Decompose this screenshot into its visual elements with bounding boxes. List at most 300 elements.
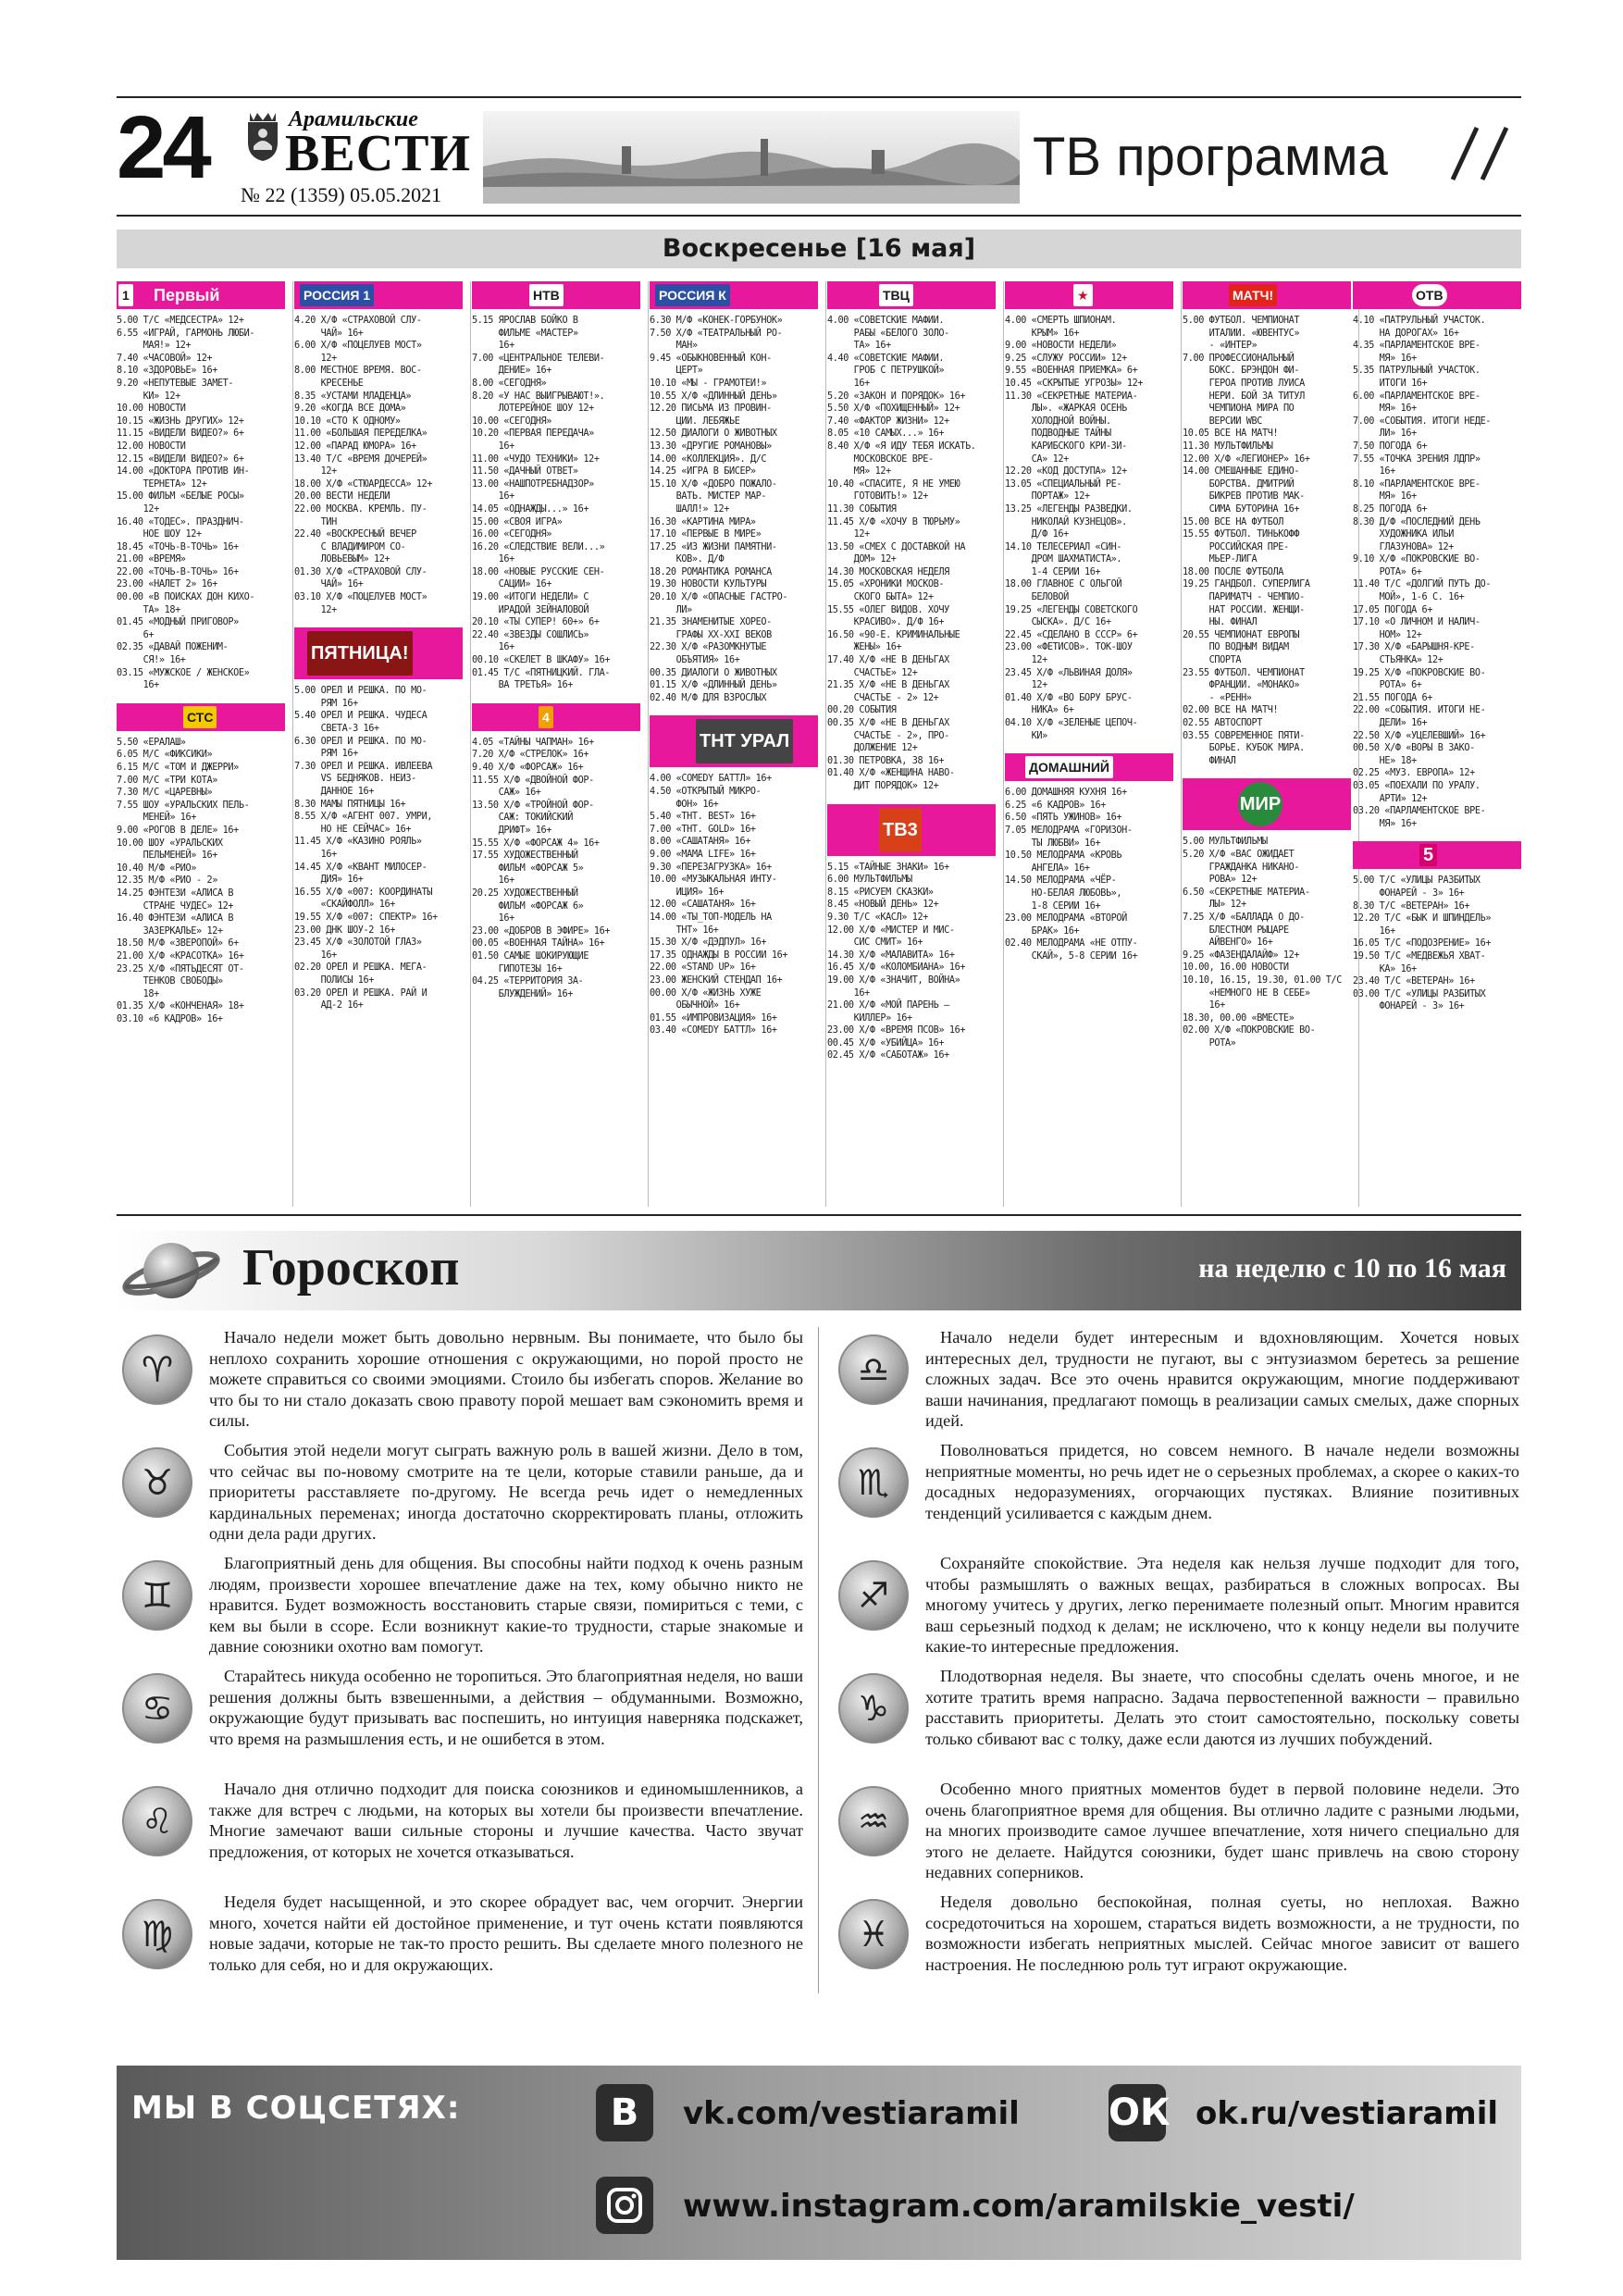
program-entry: 18.00 ПОСЛЕ ФУТБОЛА xyxy=(1183,566,1283,577)
program-entry: 13.00 «НАШПОТРЕБНАДЗОР» 16+ xyxy=(472,478,594,503)
program-entry: 5.20 «ЗАКОН И ПОРЯДОК» 16+ xyxy=(827,391,966,402)
horoscope-sign xyxy=(117,1440,805,1560)
program-entry: 14.25 ФЭНТЕЗИ «АЛИСА В СТРАНЕ ЧУДЕС» 12+ xyxy=(117,887,234,912)
program-list xyxy=(1353,315,1521,830)
program-entry: 01.45 «МОДНЫЙ ПРИГОВОР» 6+ xyxy=(117,617,239,640)
program-entry: 7.00 «СОБЫТИЯ. ИТОГИ НЕДЕ- ЛИ» 16+ xyxy=(1353,416,1492,440)
program-entry: 00.00 «В ПОИСКАХ ДОН КИХО- ТА» 18+ xyxy=(117,592,255,615)
column-divider xyxy=(470,281,471,1207)
channel-logo xyxy=(294,281,463,309)
channel-name: ТНТ УРАЛ xyxy=(696,719,793,763)
gemini-icon: ♊ xyxy=(122,1560,192,1631)
vk-icon[interactable]: B xyxy=(596,2084,653,2141)
channel-logo-mark: СТС xyxy=(183,706,217,728)
program-entry: 5.50 «ЕРАЛАШ» xyxy=(117,737,186,748)
program-entry: 14.00 СМЕШАННЫЕ ЕДИНО- БОРСТВА. ДМИТРИЙ БИКРЕВ ПРОТИВ МАК- СИМА БУТОРИНА 16+ xyxy=(1183,466,1305,515)
taurus-icon: ♉ xyxy=(122,1447,192,1518)
program-entry: 6.00 МУЛЬТФИЛЬМЫ xyxy=(827,875,912,886)
channel-logo xyxy=(650,715,818,767)
program-entry: 23.00 ЖЕНСКИЙ СТЕНДАП 16+ xyxy=(650,974,783,986)
program-entry: 4.50 «ОТКРЫТЫЙ МИКРО- ФОН» 16+ xyxy=(650,787,762,810)
program-entry: 22.45 «СДЕЛАНО В СССР» 6+ xyxy=(1005,629,1138,640)
program-entry: 20.10 «ТЫ СУПЕР! 60+» 6+ xyxy=(472,617,600,628)
channel-name: ТВ3 xyxy=(879,808,922,852)
channel-rossiyak xyxy=(650,281,818,704)
program-entry: 17.35 ОДНАЖДЫ В РОССИИ 16+ xyxy=(650,949,788,961)
channel-name: РОССИЯ 1 xyxy=(300,284,374,306)
column-divider xyxy=(1003,281,1004,1207)
channel-tnt4 xyxy=(472,703,640,1000)
section-title: ТВ программа xyxy=(1033,127,1388,187)
program-entry: 11.00 «БОЛЬШАЯ ПЕРЕДЕЛКА» xyxy=(294,428,427,440)
program-entry: 16.45 Х/Ф «КОЛОМБИАНА» 16+ xyxy=(827,962,966,974)
program-entry: 03.20 «ПАРЛАМЕНТСКОЕ ВРЕ- МЯ» 16+ xyxy=(1353,806,1486,829)
program-entry: 14.25 «ИГРА В БИСЕР» xyxy=(650,466,756,478)
program-entry: 18.30, 00.00 «ВМЕСТЕ» xyxy=(1183,1012,1295,1024)
horoscope-sign xyxy=(833,1553,1521,1673)
newspaper-name-line1: Арамильские xyxy=(289,107,418,131)
program-entry: 14.00 «КОЛЛЕКЦИЯ». Д/С xyxy=(650,453,767,465)
program-list xyxy=(294,685,463,1011)
horoscope-sign xyxy=(833,1892,1521,2012)
program-entry: 7.55 «ТОЧКА ЗРЕНИЯ ЛДПР» 16+ xyxy=(1353,453,1481,478)
program-entry: 5.00 Т/С «УЛИЦЫ РАЗБИТЫХ ФОНАРЕЙ - 3» 16+ xyxy=(1353,875,1481,899)
program-entry: 5.00 ФУТБОЛ. ЧЕМПИОНАТ ИТАЛИИ. «ЮВЕНТУС» - «ИНТЕР» xyxy=(1183,316,1300,352)
tv-schedule-grid xyxy=(117,281,1521,1207)
program-entry: 12.00 «ПАРАД ЮМОРА» 16+ xyxy=(294,441,416,452)
schedule-column-7 xyxy=(1183,281,1351,1207)
horoscope-sign xyxy=(117,1327,805,1447)
libra-icon: ♎ xyxy=(838,1334,909,1405)
channel-logo xyxy=(472,281,640,309)
program-entry: 01.35 Х/Ф «КОНЧЕНАЯ» 18+ xyxy=(117,1001,244,1012)
program-list xyxy=(472,315,640,692)
program-entry: 9.00 «MAMA LIFE» 16+ xyxy=(650,849,756,860)
program-entry: 10.45 «СКРЫТЫЕ УГРОЗЫ» 12+ xyxy=(1005,378,1144,389)
program-entry: 01.45 Т/С «ПЯТНИЦКИЙ. ГЛА- ВА ТРЕТЬЯ» 16+ xyxy=(472,667,611,691)
program-entry: 7.55 ШОУ «УРАЛЬСКИХ ПЕЛЬ- МЕНЕЙ» 16+ xyxy=(117,800,250,824)
schedule-column-1 xyxy=(117,281,285,1207)
program-entry: 14.30 МОСКОВСКАЯ НЕДЕЛЯ xyxy=(827,566,949,577)
program-entry: 18.00 Х/Ф «СТЮАРДЕССА» 12+ xyxy=(294,478,433,490)
channel-perviy xyxy=(117,281,285,692)
issue-info: № 22 (1359) 05.05.2021 xyxy=(241,183,442,206)
channel-rossiya1 xyxy=(294,281,463,616)
program-entry: 9.20 «НЕПУТЕВЫЕ ЗАМЕТ- КИ» 12+ xyxy=(117,378,234,402)
channel-logo xyxy=(117,703,285,731)
horoscope-text: События этой недели могут сыграть важную роль в вашей жизни. Дело в том, что сейчас вы по-новому смотрите на те цели, которые ставили раньше, да и приоритеты расставляете по-другому. Не всегда речь идет о немедленных кардинальных переменах; иногда достаточно скорректировать планы, отложить одни дела ради других. xyxy=(209,1441,803,1543)
horoscope-sign xyxy=(833,1327,1521,1447)
program-entry: 8.25 ПОГОДА 6+ xyxy=(1353,503,1428,515)
crest-icon xyxy=(244,109,281,163)
virgo-icon: ♍ xyxy=(122,1899,192,1969)
program-entry: 00.50 Х/Ф «ВОРЫ В ЗАКО- НЕ» 18+ xyxy=(1353,743,1475,766)
program-entry: 10.00 «СЕГОДНЯ» xyxy=(472,416,552,427)
program-entry: 8.30 МАМЫ ПЯТНИЦЫ 16+ xyxy=(294,799,406,810)
program-entry: 03.55 СОВРЕМЕННОЕ ПЯТИ- БОРЬЕ. КУБОК МИРА. ФИНАЛ xyxy=(1183,730,1305,766)
program-entry: 9.00 «РОГОВ В ДЕЛЕ» 16+ xyxy=(117,825,239,836)
program-entry: 18.00 ГЛАВНОЕ С ОЛЬГОЙ БЕЛОВОЙ xyxy=(1005,579,1122,603)
program-entry: 13.05 «СПЕЦИАЛЬНЫЙ РЕ- ПОРТАЖ» 12+ xyxy=(1005,478,1122,503)
pisces-icon: ♓ xyxy=(838,1899,909,1969)
program-entry: 00.05 «ВОЕННАЯ ТАЙНА» 16+ xyxy=(472,938,605,949)
program-entry: 21.55 ПОГОДА 6+ xyxy=(1353,692,1433,703)
program-entry: 15.55 «ОЛЕГ ВИДОВ. ХОЧУ КРАСИВО». Д/Ф 16+ xyxy=(827,604,949,628)
horoscope-sign xyxy=(833,1666,1521,1786)
program-entry: 12.50 ДИАЛОГИ О ЖИВОТНЫХ xyxy=(650,428,777,440)
program-entry: 10.55 Х/Ф «ДЛИННЫЙ ДЕНЬ» xyxy=(650,391,777,402)
program-entry: 7.30 ОРЕЛ И РЕШКА. ИВЛЕЕВА VS БЕДНЯКОВ. НЕИЗ- ДАННОЕ 16+ xyxy=(294,761,433,797)
program-entry: 9.25 «СЛУЖУ РОССИИ» 12+ xyxy=(1005,353,1127,364)
program-entry: 18.45 «ТОЧЬ-В-ТОЧЬ» 16+ xyxy=(117,541,239,552)
city-panorama-image xyxy=(483,111,1020,204)
channel-otv xyxy=(1353,281,1521,830)
program-entry: 5.50 Х/Ф «ПОХИЩЕННЫЙ» 12+ xyxy=(827,403,960,415)
newspaper-name-line2: ВЕСТИ xyxy=(285,125,472,182)
saturn-icon xyxy=(120,1233,222,1309)
channel-match xyxy=(1183,281,1351,767)
program-entry: 4.40 «СОВЕТСКИЕ МАФИИ. ГРОБ С ПЕТРУШКОЙ» 16+ xyxy=(827,353,945,389)
program-entry: 04.10 Х/Ф «ЗЕЛЕНЫЕ ЦЕПОЧ- КИ» xyxy=(1005,718,1138,741)
horoscope-text: Неделя довольно беспокойная, полная суеты, но неплохая. Важно сосредоточиться на хорошем, стараться видеть возможности, а не трудности, по возможности избегать неприятных мыслей. Сейчас многое зависит от вашего настроения. Не последнюю роль тут играют окружающие. xyxy=(925,1893,1519,1974)
program-entry: 15.55 ФУТБОЛ. ТИНЬКОФФ РОССИЙСКАЯ ПРЕ- МЬЕР-ЛИГА xyxy=(1183,529,1300,565)
program-entry: 13.30 «ДРУГИЕ РОМАНОВЫ» xyxy=(650,441,772,452)
program-entry: 16.50 «90-Е. КРИМИНАЛЬНЫЕ ЖЕНЫ» 16+ xyxy=(827,629,960,653)
section-divider xyxy=(117,1214,1521,1216)
program-entry: 11.40 Т/С «ДОЛГИЙ ПУТЬ ДО- МОЙ», 1-6 С. 16+ xyxy=(1353,579,1492,603)
program-entry: 8.00 «САШАТАНЯ» 16+ xyxy=(650,837,750,848)
program-entry: 23.00 ДНК ШОУ-2 16+ xyxy=(294,925,395,936)
program-list xyxy=(472,737,640,1000)
horoscope-sign xyxy=(117,1553,805,1673)
star-icon: ★ xyxy=(1073,284,1093,306)
program-entry: 10.10, 16.15, 19.30, 01.00 Т/С «НЕМНОГО НЕ В СЕБЕ» 16+ xyxy=(1183,974,1343,1011)
program-list xyxy=(1005,315,1173,742)
sagittarius-icon: ♐ xyxy=(838,1560,909,1631)
program-entry: 13.50 Х/Ф «ТРОЙНОЙ ФОР- САЖ: ТОКИЙСКИЙ ДРИФТ» 16+ xyxy=(472,800,594,836)
program-entry: 02.40 МЕЛОДРАМА «НЕ ОТПУ- СКАЙ», 5-8 СЕРИИ 16+ xyxy=(1005,938,1138,962)
program-entry: 9.10 Х/Ф «ПОКРОВСКИЕ ВО- РОТА» 6+ xyxy=(1353,554,1481,577)
channel-logo xyxy=(1183,778,1351,830)
program-entry: 19.25 «ЛЕГЕНДЫ СОВЕТСКОГО СЫСКА». Д/С 16+ xyxy=(1005,604,1138,628)
program-entry: 10.00 ШОУ «УРАЛЬСКИХ ПЕЛЬМЕНЕЙ» 16+ xyxy=(117,838,223,862)
program-entry: 16.30 «КАРТИНА МИРА» xyxy=(650,516,756,527)
program-entry: 4.00 «COMEDY БАТТЛ» 16+ xyxy=(650,774,772,785)
program-entry: 9.00 «НОВОСТИ НЕДЕЛИ» xyxy=(1005,341,1117,352)
program-entry: 23.00 МЕЛОДРАМА «ВТОРОЙ БРАК» 16+ xyxy=(1005,913,1127,937)
program-entry: 10.20 «ПЕРВАЯ ПЕРЕДАЧА» 16+ xyxy=(472,428,594,452)
program-entry: 4.20 Х/Ф «СТРАХОВОЙ СЛУ- ЧАЙ» 16+ xyxy=(294,316,422,339)
horoscope-text: Особенно много приятных моментов будет в первой половине недели. Это очень благоприятное время для общения. Вы отлично ладите с разными людьми, на многих производите самое лучшее впечатление, хотя ничего специально для этого не делаете. Найдутся союзники, будет шанс привлечь на свою сторону недавних соперников. xyxy=(925,1780,1519,1881)
channel-ctc xyxy=(117,703,285,1026)
program-entry: 00.45 Х/Ф «УБИЙЦА» 16+ xyxy=(827,1037,945,1049)
program-entry: 8.30 Д/Ф «ПОСЛЕДНИЙ ДЕНЬ ХУДОЖНИКА ИЛЬИ ГЛАЗУНОВА» 12+ xyxy=(1353,516,1481,552)
program-entry: 7.40 «ФАКТОР ЖИЗНИ» 12+ xyxy=(827,416,949,427)
program-entry: 15.55 Х/Ф «ФОРСАЖ 4» 16+ xyxy=(472,838,600,849)
channel-tntural xyxy=(650,715,818,1036)
column-divider xyxy=(825,281,826,1207)
program-entry: 8.35 «УСТАМИ МЛАДЕНЦА» xyxy=(294,391,412,402)
program-entry: 6.00 ДОМАШНЯЯ КУХНЯ 16+ xyxy=(1005,788,1127,799)
program-list xyxy=(650,773,818,1036)
program-entry: 8.10 «ЗДОРОВЬЕ» 16+ xyxy=(117,366,217,377)
program-entry: 12.20 «КОД ДОСТУПА» 12+ xyxy=(1005,466,1127,478)
program-entry: 20.55 ЧЕМПИОНАТ ЕВРОПЫ ПО ВОДНЫМ ВИДАМ СПОРТА xyxy=(1183,629,1300,666)
program-entry: 22.40 «ЗВЕЗДЫ СОШЛИСЬ» 16+ xyxy=(472,629,589,653)
program-entry: 20.10 Х/Ф «ОПАСНЫЕ ГАСТРО- ЛИ» xyxy=(650,592,788,615)
program-entry: 04.25 «ТЕРРИТОРИЯ ЗА- БЛУЖДЕНИЙ» 16+ xyxy=(472,976,584,999)
schedule-column-5 xyxy=(827,281,996,1207)
channel-logo xyxy=(827,281,996,309)
program-entry: 01.30 ПЕТРОВКА, 38 16+ xyxy=(827,755,945,766)
program-entry: 7.05 МЕЛОДРАМА «ГОРИЗОН- ТЫ ЛЮБВИ» 16+ xyxy=(1005,825,1133,849)
cancer-icon: ♋ xyxy=(122,1673,192,1744)
social-label: МЫ В СОЦСЕТЯХ: xyxy=(131,2090,461,2127)
column-divider xyxy=(292,281,293,1207)
program-entry: 18.20 РОМАНТИКА РОМАНСА xyxy=(650,566,772,577)
program-entry: 7.30 М/С «ЦАРЕВНЫ» xyxy=(117,788,213,799)
program-entry: 4.00 «СОВЕТСКИЕ МАФИИ. РАБЫ «БЕЛОГО ЗОЛО- ТА» 16+ xyxy=(827,316,949,352)
program-entry: 16.55 Х/Ф «007: КООРДИНАТЫ «СКАЙФОЛЛ» 16+ xyxy=(294,887,433,911)
program-entry: 22.40 «ВОСКРЕСНЫЙ ВЕЧЕР С ВЛАДИМИРОМ СО- ЛОВЬЕВЫМ» 12+ xyxy=(294,529,416,565)
program-entry: 16.05 Т/С «ПОДОЗРЕНИЕ» 16+ xyxy=(1353,938,1492,949)
program-entry: 13.50 «СМЕХ С ДОСТАВКОЙ НА ДОМ» 12+ xyxy=(827,541,966,565)
channel-pyatyi xyxy=(1353,841,1521,1013)
program-entry: 10.00 «МУЗЫКАЛЬНАЯ ИНТУ- ИЦИЯ» 16+ xyxy=(650,875,777,898)
program-entry: 9.30 Т/С «КАСЛ» 12+ xyxy=(827,912,928,923)
program-entry: 14.50 МЕЛОДРАМА «ЧЁР- НО-БЕЛАЯ ЛЮБОВЬ», 1-8 СЕРИИ 16+ xyxy=(1005,875,1122,912)
program-list xyxy=(117,737,285,1026)
program-entry: 01.50 САМЫЕ ШОКИРУЮЩИЕ ГИПОТЕЗЫ 16+ xyxy=(472,950,589,974)
program-entry: 5.35 ПАТРУЛЬНЫЙ УЧАСТОК. ИТОГИ 16+ xyxy=(1353,366,1481,389)
program-entry: 22.30 Х/Ф «РАЗОМКНУТЫЕ ОБЪЯТИЯ» 16+ xyxy=(650,642,767,666)
program-entry: 22.00 «ТОЧЬ-В-ТОЧЬ» 16+ xyxy=(117,566,239,577)
program-entry: 13.25 «ЛЕГЕНДЫ РАЗВЕДКИ. НИКОЛАЙ КУЗНЕЦОВ». Д/Ф 16+ xyxy=(1005,503,1133,540)
masthead xyxy=(117,96,1521,217)
masthead-rule xyxy=(117,215,1521,217)
schedule-column-3 xyxy=(472,281,640,1207)
program-entry: 17.25 «ИЗ ЖИЗНИ ПАМЯТНИ- КОВ». Д/Ф xyxy=(650,541,777,565)
program-entry: 5.00 МУЛЬТФИЛЬМЫ xyxy=(1183,837,1268,848)
program-entry: 14.05 «ОДНАЖДЫ...» 16+ xyxy=(472,503,589,515)
ok-icon[interactable]: ОК xyxy=(1109,2084,1166,2141)
program-entry: 23.00 «НАЛЕТ 2» 16+ xyxy=(117,579,217,590)
program-entry: 01.15 Х/Ф «ДЛИННЫЙ ДЕНЬ» xyxy=(650,680,777,691)
aries-icon: ♈ xyxy=(122,1334,192,1405)
column-divider xyxy=(648,281,649,1207)
double-slash-icon xyxy=(1449,124,1514,183)
program-entry: 03.40 «COMEDY БАТТЛ» 16+ xyxy=(650,1025,777,1036)
program-entry: 01.30 Х/Ф «СТРАХОВОЙ СЛУ- ЧАЙ» 16+ xyxy=(294,566,427,590)
program-entry: 00.35 Х/Ф «НЕ В ДЕНЬГАХ СЧАСТЬЕ - 2», ПРО- ДОЛЖЕНИЕ 12+ xyxy=(827,718,949,754)
channel-domashniy xyxy=(1005,753,1173,962)
instagram-icon[interactable] xyxy=(596,2177,653,2234)
instagram-link[interactable]: www.instagram.com/aramilskie_vesti/ xyxy=(683,2188,1355,2225)
program-entry: 17.10 «О ЛИЧНОМ И НАЛИЧ- НОМ» 12+ xyxy=(1353,617,1481,640)
program-entry: 6.30 ОРЕЛ И РЕШКА. ПО МО- РЯМ 16+ xyxy=(294,736,427,760)
program-entry: 14.00 «ТЫ_ТОП-МОДЕЛЬ НА ТНТ» 16+ xyxy=(650,912,772,936)
program-entry: 9.55 «ВОЕННАЯ ПРИЕМКА» 6+ xyxy=(1005,366,1138,377)
channel-ntv xyxy=(472,281,640,692)
vk-link[interactable]: vk.com/vestiaramil xyxy=(683,2095,1020,2132)
program-entry: 5.00 Т/С «МЕДСЕСТРА» 12+ xyxy=(117,316,244,326)
program-entry: 03.10 «6 КАДРОВ» 16+ xyxy=(117,1013,223,1024)
program-entry: 9.25 «ФАЗЕНДАЛАЙФ» 12+ xyxy=(1183,949,1300,961)
program-entry: 00.35 ДИАЛОГИ О ЖИВОТНЫХ xyxy=(650,667,777,678)
program-entry: 21.35 Х/Ф «НЕ В ДЕНЬГАХ СЧАСТЬЕ - 2» 12+ xyxy=(827,680,949,703)
horoscope-sign xyxy=(117,1892,805,2012)
program-entry: 12.20 Т/С «БЫК И ШПИНДЕЛЬ» 16+ xyxy=(1353,913,1492,937)
channel-name: ДОМАШНИЙ xyxy=(1025,756,1113,778)
program-entry: 01.40 Х/Ф «ЖЕНЩИНА НАВО- ДИТ ПОРЯДОК» 12+ xyxy=(827,768,955,791)
program-entry: 22.00 «STAND UP» 16+ xyxy=(650,962,756,974)
program-entry: 20.25 ХУДОЖЕСТВЕННЫЙ ФИЛЬМ «ФОРСАЖ 6» 16+ xyxy=(472,887,584,925)
program-entry: 01.40 Х/Ф «ВО БОРУ БРУС- НИКА» 6+ xyxy=(1005,692,1133,716)
channel-name: ОТВ xyxy=(1412,284,1447,306)
program-entry: 12.20 ПИСЬМА ИЗ ПРОВИН- ЦИИ. ЛЕБЯЖЬЕ xyxy=(650,403,772,427)
program-entry: 23.55 ФУТБОЛ. ЧЕМПИОНАТ ФРАНЦИИ. «МОНАКО» - «РЕНН» xyxy=(1183,667,1305,703)
program-list xyxy=(1353,875,1521,1013)
channel-logo xyxy=(1005,753,1173,781)
program-entry: 6.00 Х/Ф «ПОЦЕЛУЕВ МОСТ» 12+ xyxy=(294,341,422,364)
horoscope-text: Начало недели будет интересным и вдохновляющим. Хочется новых интересных дел, трудности не пугают, вы с энтузиазмом беретесь за решение сложных задач. Все это очень нравится окружающим, многие поддерживают ваши начинания, предлагают помощь в реализации самых смелых, даже спорных идей. xyxy=(925,1328,1519,1430)
program-list xyxy=(294,315,463,616)
program-entry: 19.00 «ИТОГИ НЕДЕЛИ» С ИРАДОЙ ЗЕЙНАЛОВОЙ xyxy=(472,592,589,615)
program-entry: 7.40 «ЧАСОВОЙ» 12+ xyxy=(117,353,213,364)
program-entry: 11.55 Х/Ф «ДВОЙНОЙ ФОР- САЖ» 16+ xyxy=(472,775,594,799)
program-entry: 8.20 «У НАС ВЫИГРЫВАЮТ!». ЛОТЕРЕЙНОЕ ШОУ 12+ xyxy=(472,391,605,415)
channel-logo xyxy=(1005,281,1173,309)
horoscope-sign xyxy=(117,1666,805,1786)
program-entry: 9.45 «ОБЫКНОВЕННЫЙ КОН- ЦЕРТ» xyxy=(650,353,772,377)
program-entry: 8.00 «СЕГОДНЯ» xyxy=(472,378,547,389)
channel-mir xyxy=(1183,778,1351,1049)
program-entry: 00.10 «СКЕЛЕТ В ШКАФУ» 16+ xyxy=(472,655,611,666)
channel-logo xyxy=(1183,281,1351,309)
program-entry: 23.00 Х/Ф «ВРЕМЯ ПСОВ» 16+ xyxy=(827,1025,966,1036)
horoscope-text: Старайтесь никуда особенно не торопиться. Это благоприятная неделя, но ваши решения должны быть взвешенными, а действия – обдуманными. Возможно, окружающие будут призывать вас поспешить, но интуиция наверняка подскажет, что время на размышления есть, и не ошибется в этом. xyxy=(209,1667,803,1748)
program-entry: 19.50 Т/С «МЕДВЕЖЬЯ ХВАТ- КА» 16+ xyxy=(1353,950,1486,974)
program-entry: 11.30 СОБЫТИЯ xyxy=(827,503,897,515)
channel-pyatnica xyxy=(294,627,463,1011)
horoscope-left-column xyxy=(117,1327,805,1993)
program-entry: 7.20 Х/Ф «СТРЕЛОК» 16+ xyxy=(472,750,589,761)
program-entry: 8.45 «НОВЫЙ ДЕНЬ» 12+ xyxy=(827,900,939,911)
horoscope-title: Гороскоп xyxy=(242,1239,460,1297)
channel-name: 5 xyxy=(1419,844,1437,866)
horoscope-text: Плодотворная неделя. Вы знаете, что способны сделать очень многое, и не хотите тратить время напрасно. Задача первостепенной важности – правильно расставить приоритеты. Делать это стоит самостоятельно, поскольку советы только сбивают вас с толку, даже если даются из лучших побуждений. xyxy=(925,1667,1519,1748)
program-entry: 7.00 «ЦЕНТРАЛЬНОЕ ТЕЛЕВИ- ДЕНИЕ» 16+ xyxy=(472,353,605,377)
channel-name: ТВЦ xyxy=(879,284,913,306)
program-entry: 17.55 ХУДОЖЕСТВЕННЫЙ ФИЛЬМ «ФОРСАЖ 5» 16+ xyxy=(472,850,584,887)
channel-tvc xyxy=(827,281,996,793)
program-list xyxy=(1005,787,1173,962)
horoscope-header xyxy=(117,1231,1521,1310)
program-entry: 11.45 Х/Ф «ХОЧУ В ТЮРЬМУ» 12+ xyxy=(827,516,960,540)
program-entry: 21.00 Х/Ф «МОЙ ПАРЕНЬ – КИЛЛЕР» 16+ xyxy=(827,1000,949,1024)
program-entry: 7.00 «ТНТ. GOLD» 16+ xyxy=(650,824,756,835)
schedule-column-2 xyxy=(294,281,463,1207)
newspaper-logo xyxy=(237,104,472,215)
horoscope-right-column xyxy=(833,1327,1521,1993)
channel-tv3 xyxy=(827,804,996,1063)
program-entry: 10.00, 16.00 НОВОСТИ xyxy=(1183,962,1289,974)
program-entry: 23.45 Х/Ф «ЗОЛОТОЙ ГЛАЗ» 16+ xyxy=(294,937,422,961)
program-entry: 11.30 МУЛЬТФИЛЬМЫ xyxy=(1183,441,1273,452)
program-entry: 17.40 Х/Ф «НЕ В ДЕНЬГАХ СЧАСТЬЕ» 12+ xyxy=(827,655,949,678)
program-entry: 16.40 «ТОДЕС». ПРАЗДНИЧ- НОЕ ШОУ 12+ xyxy=(117,516,244,540)
channel-logo xyxy=(294,627,463,679)
program-entry: 11.30 «СЕКРЕТНЫЕ МАТЕРИА- ЛЫ». «ЖАРКАЯ ОСЕНЬ ХОЛОДНОЙ ВОЙНЫ. ПОДВОДНЫЕ ТАЙНЫ КАРИБСКОГО КРИ-ЗИ- СА» 12+ xyxy=(1005,391,1138,465)
channel-name: МАТЧ! xyxy=(1229,284,1277,306)
aquarius-icon: ♒ xyxy=(838,1786,909,1856)
program-entry: 12.00 Х/Ф «ЛЕГИОНЕР» 16+ xyxy=(1183,453,1310,465)
program-entry: 22.00 МОСКВА. КРЕМЛЬ. ПУ- ТИН xyxy=(294,503,427,527)
program-entry: 16.40 ФЭНТЕЗИ «АЛИСА В ЗАЗЕРКАЛЬЕ» 12+ xyxy=(117,913,234,937)
program-entry: 9.40 Х/Ф «ФОРСАЖ» 16+ xyxy=(472,763,584,773)
program-entry: 12.35 М/Ф «РИО - 2» xyxy=(117,875,217,887)
program-entry: 23.45 Х/Ф «ЛЬВИНАЯ ДОЛЯ» 12+ xyxy=(1005,667,1133,691)
program-entry: 17.30 Х/Ф «БАРЫШНЯ-КРЕ- СТЬЯНКА» 12+ xyxy=(1353,642,1475,666)
program-entry: 18.00 «НОВЫЕ РУССКИЕ СЕН- САЦИИ» 16+ xyxy=(472,566,605,590)
program-entry: 4.10 «ПАТРУЛЬНЫЙ УЧАСТОК. НА ДОРОГАХ» 16+ xyxy=(1353,316,1486,339)
program-entry: 19.25 Х/Ф «ПОКРОВСКИЕ ВО- РОТА» 6+ xyxy=(1353,667,1486,691)
program-entry: 14.00 «ДОКТОРА ПРОТИВ ИН- ТЕРНЕТА» 12+ xyxy=(117,466,250,490)
channel-name: НТВ xyxy=(529,284,564,306)
program-entry: 14.45 Х/Ф «КВАНТ МИЛОСЕР- ДИЯ» 16+ xyxy=(294,862,427,886)
program-entry: 01.55 «ИМПРОВИЗАЦИЯ» 16+ xyxy=(650,1012,777,1024)
program-list xyxy=(117,315,285,692)
horoscope-text: Поволноваться придется, но совсем немного. В начале недели возможны неприятные моменты, но речь идет не о серьезных проблемах, а скорее о каких-то досадных недоразумениях, огорчающих пустяках. Влияние позитивных тенденций усиливается с каждым днем. xyxy=(925,1441,1519,1522)
program-entry: 02.00 Х/Ф «ПОКРОВСКИЕ ВО- РОТА» xyxy=(1183,1025,1316,1049)
program-entry: 7.25 Х/Ф «БАЛЛАДА О ДО- БЛЕСТНОМ РЫЦАРЕ АЙВЕНГО» 16+ xyxy=(1183,912,1305,949)
program-entry: 5.00 ОРЕЛ И РЕШКА. ПО МО- РЯМ 16+ xyxy=(294,686,427,709)
program-entry: 02.55 АВТОСПОРТ xyxy=(1183,718,1263,728)
program-entry: 15.05 «ХРОНИКИ МОСКОВ- СКОГО БЫТА» 12+ xyxy=(827,579,945,603)
program-entry: 4.05 «ТАЙНЫ ЧАПМАН» 16+ xyxy=(472,737,594,748)
channel-logo xyxy=(117,281,285,309)
channel-zvezda xyxy=(1005,281,1173,742)
program-entry: 21.00 «ВРЕМЯ» xyxy=(117,554,186,565)
program-entry: 19.25 ГАНДБОЛ. СУПЕРЛИГА ПАРИМАТЧ - ЧЕМПИО- НАТ РОССИИ. ЖЕНЩИ- НЫ. ФИНАЛ xyxy=(1183,579,1310,628)
program-entry: 22.50 Х/Ф «УЦЕЛЕВШИЙ» 16+ xyxy=(1353,730,1486,741)
ok-link[interactable]: ok.ru/vestiaramil xyxy=(1196,2095,1499,2132)
program-entry: 17.05 ПОГОДА 6+ xyxy=(1353,604,1433,615)
program-entry: 9.30 «ПЕРЕЗАГРУЗКА» 16+ xyxy=(650,862,772,873)
program-entry: 16.20 «СЛЕДСТВИЕ ВЕЛИ...» 16+ xyxy=(472,541,605,565)
program-entry: 19.55 Х/Ф «007: СПЕКТР» 16+ xyxy=(294,912,438,923)
leo-icon: ♌ xyxy=(122,1786,192,1856)
program-entry: 10.10 «МЫ - ГРАМОТЕИ!» xyxy=(650,378,767,389)
channel-logo-mark: 4 xyxy=(539,706,553,728)
program-entry: 12.00 «САШАТАНЯ» 16+ xyxy=(650,900,756,911)
program-entry: 14.30 Х/Ф «МАЛАВИТА» 16+ xyxy=(827,949,955,961)
program-entry: 6.00 «ПАРЛАМЕНТСКОЕ ВРЕ- МЯ» 16+ xyxy=(1353,391,1481,415)
program-entry: 15.00 «СВОЯ ИГРА» xyxy=(472,516,563,527)
program-entry: 22.00 «СОБЫТИЯ. ИТОГИ НЕ- ДЕЛИ» 16+ xyxy=(1353,705,1486,728)
program-entry: 4.00 «СМЕРТЬ ШПИОНАМ. КРЫМ» 16+ xyxy=(1005,316,1117,339)
program-entry: 11.50 «ДАЧНЫЙ ОТВЕТ» xyxy=(472,466,578,478)
horoscope-sign xyxy=(833,1779,1521,1899)
top-rule xyxy=(117,96,1521,98)
program-entry: 19.30 НОВОСТИ КУЛЬТУРЫ xyxy=(650,579,767,590)
capricorn-icon: ♑ xyxy=(838,1673,909,1744)
schedule-column-8 xyxy=(1353,281,1521,1207)
program-entry: 6.30 М/Ф «КОНЕК-ГОРБУНОК» xyxy=(650,316,783,326)
program-entry: 7.50 Х/Ф «ТЕАТРАЛЬНЫЙ РО- МАН» xyxy=(650,328,783,352)
program-entry: 10.40 М/Ф «РИО» xyxy=(117,863,197,874)
program-entry: 17.10 «ПЕРВЫЕ В МИРЕ» xyxy=(650,529,762,540)
